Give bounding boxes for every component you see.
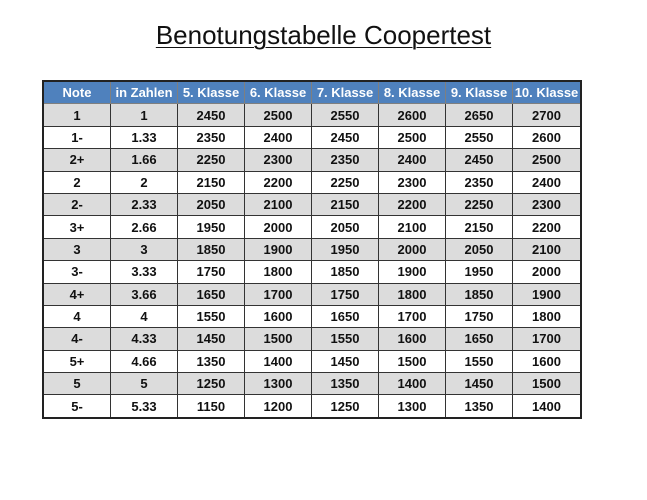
table-cell: 2350: [312, 149, 379, 171]
table-cell: 1850: [178, 238, 245, 260]
table-cell: 2200: [379, 193, 446, 215]
table-cell: 2150: [178, 171, 245, 193]
table-cell: 3: [111, 238, 178, 260]
table-cell: 1400: [513, 395, 582, 418]
table-cell: 2200: [513, 216, 582, 238]
table-cell: 1300: [379, 395, 446, 418]
table-cell: 1750: [178, 261, 245, 283]
table-cell: 2250: [312, 171, 379, 193]
table-cell: 2-: [43, 193, 111, 215]
table-cell: 1400: [245, 350, 312, 372]
table-cell: 1250: [312, 395, 379, 418]
table-cell: 1450: [178, 328, 245, 350]
table-row: [43, 350, 581, 372]
table-cell: 1450: [312, 350, 379, 372]
table-cell: 2250: [178, 149, 245, 171]
table-cell: 2: [111, 171, 178, 193]
table-cell: 4+: [43, 283, 111, 305]
table-row: [43, 328, 581, 350]
table-cell: 2050: [178, 193, 245, 215]
table-cell: 3+: [43, 216, 111, 238]
table-cell: 2.66: [111, 216, 178, 238]
table-cell: 4: [43, 305, 111, 327]
table-cell: 1950: [312, 238, 379, 260]
table-cell: 5-: [43, 395, 111, 418]
table-cell: 1850: [446, 283, 513, 305]
table-cell: 2400: [513, 171, 582, 193]
table-cell: 1300: [245, 373, 312, 395]
table-cell: 2150: [446, 216, 513, 238]
table-cell: 2550: [312, 104, 379, 126]
column-header: 7. Klasse: [312, 81, 379, 104]
table-cell: 4.66: [111, 350, 178, 372]
table-cell: 2: [43, 171, 111, 193]
table-cell: 2050: [312, 216, 379, 238]
table-cell: 1800: [513, 305, 582, 327]
table-row: [43, 104, 581, 126]
table-cell: 2650: [446, 104, 513, 126]
table-cell: 1800: [245, 261, 312, 283]
table-cell: 4.33: [111, 328, 178, 350]
page-title: Benotungstabelle Coopertest: [155, 20, 492, 50]
table-cell: 1.33: [111, 126, 178, 148]
table-cell: 5.33: [111, 395, 178, 418]
table-cell: 2200: [245, 171, 312, 193]
table-cell: 2100: [245, 193, 312, 215]
table-cell: 1600: [379, 328, 446, 350]
table-cell: 1-: [43, 126, 111, 148]
column-header: Note: [43, 81, 111, 104]
table-header-row: [43, 81, 581, 104]
table-cell: 1650: [312, 305, 379, 327]
table-cell: 1550: [312, 328, 379, 350]
column-header: 9. Klasse: [446, 81, 513, 104]
table-cell: 2350: [178, 126, 245, 148]
table-cell: 2450: [178, 104, 245, 126]
table-cell: 1800: [379, 283, 446, 305]
table-cell: 2.33: [111, 193, 178, 215]
table-cell: 2500: [513, 149, 582, 171]
table-cell: 2250: [446, 193, 513, 215]
table-cell: 1: [43, 104, 111, 126]
table-cell: 2050: [446, 238, 513, 260]
table-row: [43, 283, 581, 305]
table-cell: 1900: [513, 283, 582, 305]
table-cell: 1350: [312, 373, 379, 395]
table-cell: 1650: [178, 283, 245, 305]
table-cell: 1: [111, 104, 178, 126]
table-cell: 1700: [513, 328, 582, 350]
table-cell: 1450: [446, 373, 513, 395]
table-row: [43, 395, 581, 418]
table-cell: 5+: [43, 350, 111, 372]
table-cell: 5: [111, 373, 178, 395]
table-row: [43, 126, 581, 148]
table-cell: 2500: [379, 126, 446, 148]
table-cell: 1850: [312, 261, 379, 283]
table-cell: 1.66: [111, 149, 178, 171]
column-header: 10. Klasse: [513, 81, 582, 104]
table-row: [43, 171, 581, 193]
column-header: in Zahlen: [111, 81, 178, 104]
table-cell: 1350: [178, 350, 245, 372]
table-cell: 2600: [513, 126, 582, 148]
table-cell: 1600: [513, 350, 582, 372]
table-cell: 4: [111, 305, 178, 327]
table-cell: 2300: [379, 171, 446, 193]
table-cell: 3.66: [111, 283, 178, 305]
table-cell: 1350: [446, 395, 513, 418]
table-cell: 1550: [178, 305, 245, 327]
table-cell: 1500: [513, 373, 582, 395]
table-cell: 3.33: [111, 261, 178, 283]
table-cell: 1700: [245, 283, 312, 305]
table-cell: 2600: [379, 104, 446, 126]
column-header: 5. Klasse: [178, 81, 245, 104]
table-row: [43, 193, 581, 215]
table-cell: 1650: [446, 328, 513, 350]
table-cell: 1750: [312, 283, 379, 305]
table-cell: 3-: [43, 261, 111, 283]
table-cell: 1900: [379, 261, 446, 283]
table-row: [43, 216, 581, 238]
table-row: [43, 373, 581, 395]
column-header: 8. Klasse: [379, 81, 446, 104]
table-cell: 2350: [446, 171, 513, 193]
table-cell: 2450: [446, 149, 513, 171]
table-cell: 2150: [312, 193, 379, 215]
table-row: [43, 305, 581, 327]
table-cell: 4-: [43, 328, 111, 350]
table-cell: 2000: [245, 216, 312, 238]
table-cell: 2700: [513, 104, 582, 126]
table-cell: 1250: [178, 373, 245, 395]
table-cell: 2550: [446, 126, 513, 148]
table-cell: 2300: [513, 193, 582, 215]
table-cell: 1200: [245, 395, 312, 418]
table-row: [43, 238, 581, 260]
table-cell: 1700: [379, 305, 446, 327]
table-cell: 1950: [446, 261, 513, 283]
table-cell: 3: [43, 238, 111, 260]
table-cell: 1750: [446, 305, 513, 327]
table-cell: 1950: [178, 216, 245, 238]
table-cell: 1150: [178, 395, 245, 418]
table-cell: 1500: [245, 328, 312, 350]
table-cell: 2100: [513, 238, 582, 260]
grading-table: [42, 80, 582, 419]
table-cell: 5: [43, 373, 111, 395]
table-cell: 2000: [513, 261, 582, 283]
table-cell: 2400: [245, 126, 312, 148]
table-cell: 2300: [245, 149, 312, 171]
table-cell: 2450: [312, 126, 379, 148]
table-cell: 1400: [379, 373, 446, 395]
table-row: [43, 261, 581, 283]
table-cell: 2100: [379, 216, 446, 238]
table-cell: 1600: [245, 305, 312, 327]
table-cell: 1550: [446, 350, 513, 372]
table-cell: 2500: [245, 104, 312, 126]
table-cell: 2400: [379, 149, 446, 171]
table-cell: 1900: [245, 238, 312, 260]
table-cell: 2000: [379, 238, 446, 260]
table-row: [43, 149, 581, 171]
table-cell: 1500: [379, 350, 446, 372]
column-header: 6. Klasse: [245, 81, 312, 104]
table-cell: 2+: [43, 149, 111, 171]
